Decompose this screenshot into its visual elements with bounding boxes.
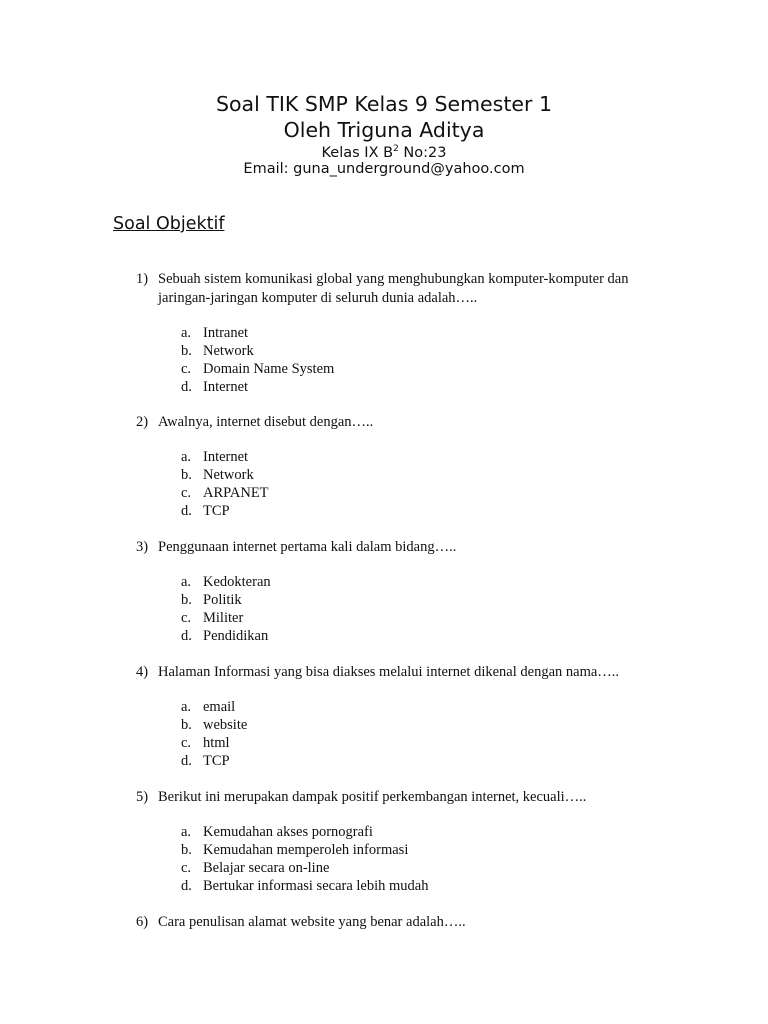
option-b <box>0 841 700 859</box>
option-d <box>0 378 700 396</box>
option-d <box>0 502 700 520</box>
question-number: 5) <box>136 789 149 805</box>
option-letter: a. <box>181 449 192 465</box>
option-text: Politik <box>203 592 242 608</box>
option-letter: d. <box>181 753 192 769</box>
option-letter: d. <box>181 628 192 644</box>
option-text: ARPANET <box>203 485 269 501</box>
option-b <box>0 466 700 484</box>
option-text: Kemudahan akses pornografi <box>203 824 373 840</box>
question-text-line: Berikut ini merupakan dampak positif perkembangan internet, kecuali….. <box>158 789 587 805</box>
document-author: Oleh Triguna Aditya <box>283 118 485 142</box>
option-a <box>0 573 700 591</box>
option-text: email <box>203 699 236 715</box>
option-c <box>0 734 700 752</box>
option-letter: a. <box>181 824 192 840</box>
question-text-line: Cara penulisan alamat website yang benar adalah….. <box>158 914 466 930</box>
document-title: Soal TIK SMP Kelas 9 Semester 1 <box>215 92 552 116</box>
question-text-line: Halaman Informasi yang bisa diakses melalui internet dikenal dengan nama….. <box>158 664 620 680</box>
option-text: Kemudahan memperoleh informasi <box>203 842 409 858</box>
option-text: TCP <box>203 503 230 519</box>
option-text: Kedokteran <box>203 574 271 590</box>
option-text: Militer <box>203 610 244 626</box>
option-b <box>0 342 700 360</box>
option-letter: c. <box>181 735 192 751</box>
question-number: 1) <box>136 271 149 287</box>
option-c <box>0 484 700 502</box>
option-letter: d. <box>181 379 192 395</box>
option-letter: a. <box>181 699 192 715</box>
option-text: Domain Name System <box>203 361 335 377</box>
option-text: TCP <box>203 753 230 769</box>
question-number: 6) <box>136 914 149 930</box>
question-text-line: Awalnya, internet disebut dengan….. <box>158 414 374 430</box>
option-text: website <box>203 717 248 733</box>
student-number: No:23 <box>398 145 447 161</box>
option-a <box>0 448 700 466</box>
option-letter: c. <box>181 860 192 876</box>
class-superscript: 2 <box>393 144 399 154</box>
email-line: Email: guna_underground@yahoo.com <box>243 161 525 177</box>
option-text: Belajar secara on-line <box>203 860 330 876</box>
option-c <box>0 859 700 877</box>
option-letter: b. <box>181 467 192 483</box>
option-letter: c. <box>181 610 192 626</box>
option-text: Intranet <box>203 325 249 341</box>
option-letter: d. <box>181 503 192 519</box>
option-b <box>0 716 700 734</box>
option-letter: c. <box>181 361 192 377</box>
option-text: Internet <box>203 449 249 465</box>
option-letter: c. <box>181 485 192 501</box>
option-letter: b. <box>181 343 192 359</box>
option-b <box>0 591 700 609</box>
option-d <box>0 752 700 770</box>
option-text: Network <box>203 343 254 359</box>
class-label: Kelas IX B <box>321 145 394 161</box>
question-number: 4) <box>136 664 149 680</box>
option-letter: b. <box>181 842 192 858</box>
question-number: 2) <box>136 414 149 430</box>
option-letter: a. <box>181 325 192 341</box>
question-number: 3) <box>136 539 149 555</box>
option-text: Network <box>203 467 254 483</box>
option-a <box>0 698 700 716</box>
option-text: Internet <box>203 379 249 395</box>
option-d <box>0 877 700 895</box>
option-letter: b. <box>181 717 192 733</box>
option-text: html <box>203 735 230 751</box>
question-text-line: jaringan-jaringan komputer di seluruh dunia adalah….. <box>158 290 478 306</box>
question-text-line: Sebuah sistem komunikasi global yang menghubungkan komputer-komputer dan <box>158 271 629 287</box>
option-a <box>0 823 700 841</box>
option-letter: b. <box>181 592 192 608</box>
section-heading: Soal Objektif <box>113 214 225 234</box>
question-text-line: Penggunaan internet pertama kali dalam bidang….. <box>158 539 457 555</box>
option-c <box>0 609 700 627</box>
option-text: Bertukar informasi secara lebih mudah <box>203 878 429 894</box>
option-c <box>0 360 700 378</box>
option-letter: d. <box>181 878 192 894</box>
option-a <box>0 324 700 342</box>
option-text: Pendidikan <box>203 628 269 644</box>
option-d <box>0 627 700 645</box>
option-letter: a. <box>181 574 192 590</box>
